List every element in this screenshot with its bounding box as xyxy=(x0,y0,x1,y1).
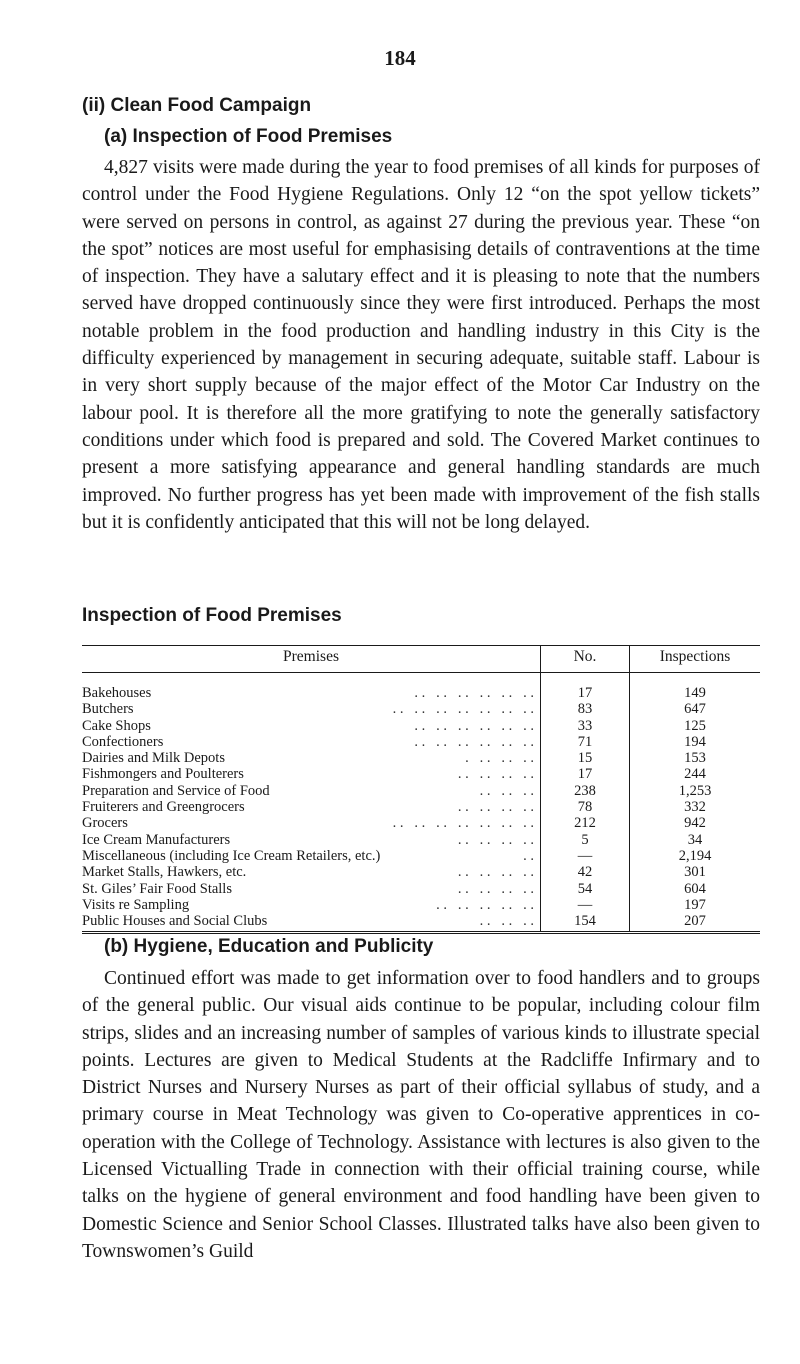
premises-cell xyxy=(82,673,541,702)
table-row xyxy=(82,783,760,799)
leader-dots: . . . . . . . xyxy=(465,750,534,767)
table-row xyxy=(82,718,760,734)
table-row xyxy=(82,913,760,933)
paragraph-inspection: 4,827 visits were made during the year to food premises of all kinds for purposes of control under the Food Hygiene Regulations. Only 12 “on the spot yellow tickets” were served on persons in control, as against 27 during the previous year. These “on the spot” notices are most useful for emphasising details of contraventions at the time of inspection. They have a salutary effect and it is pleasing to note that the numbers served have dropped continuously since they were first introduced. Perhaps the most notable problem in the food production and handling industry in this City is the difficulty experienced by management in securing adequate, suitable staff. Labour is in very short supply because of the major effect of the Motor Car Industry on the labour pool. It is therefore all the more gratifying to note the generally satisfactory conditions under which food is prepared and sold. The Covered Market continues to present a more satisfying appearance and general handling standards are much improved. No further progress has yet been made with improvement of the fish stalls but it is confidently anticipated that this will not be long delayed. xyxy=(82,157,760,533)
premises-label: Visits re Sampling xyxy=(82,896,190,913)
table-row xyxy=(82,897,760,913)
inspections-cell: 1,253 xyxy=(630,783,761,799)
number-cell: 83 xyxy=(541,701,630,717)
inspections-cell: 34 xyxy=(630,832,761,848)
number-cell: 212 xyxy=(541,815,630,831)
inspections-cell: 194 xyxy=(630,734,761,750)
inspections-cell: 244 xyxy=(630,766,761,782)
premises-cell xyxy=(82,881,541,897)
leader-dots: . . . . . . . . xyxy=(457,831,534,848)
leader-dots: . . . . . . . . . . . . xyxy=(414,685,534,701)
leader-dots: . . . . . . . . xyxy=(457,799,534,816)
table-row xyxy=(82,766,760,782)
premises-label: Grocers xyxy=(82,815,128,832)
number-cell: 54 xyxy=(541,881,630,897)
premises-cell xyxy=(82,766,541,782)
number-cell: 42 xyxy=(541,864,630,880)
premises-label: Butchers xyxy=(82,701,134,718)
number-cell: 5 xyxy=(541,832,630,848)
number-cell: 71 xyxy=(541,734,630,750)
page-number: 184 xyxy=(384,46,416,70)
premises-cell xyxy=(82,897,541,913)
header-premises: Premises xyxy=(82,646,541,673)
inspections-cell: 125 xyxy=(630,718,761,734)
table-row xyxy=(82,848,760,864)
inspections-cell: 647 xyxy=(630,701,761,717)
table-row xyxy=(82,881,760,897)
table-row xyxy=(82,750,760,766)
premises-label: Miscellaneous (including Ice Cream Retailers, etc.) xyxy=(82,847,381,864)
inspections-cell: 197 xyxy=(630,897,761,913)
leader-dots: . . . . . . . . . . . . . . xyxy=(392,815,534,832)
premises-cell xyxy=(82,864,541,880)
premises-label: Preparation and Service of Food xyxy=(82,782,270,799)
leader-dots: . . . . . . . . . . xyxy=(436,896,534,913)
premises-cell xyxy=(82,815,541,831)
table-row xyxy=(82,701,760,717)
table-row xyxy=(82,832,760,848)
header-number: No. xyxy=(541,646,630,673)
inspections-cell: 332 xyxy=(630,799,761,815)
number-cell: — xyxy=(541,848,630,864)
table-row xyxy=(82,799,760,815)
leader-dots: . . . . . . xyxy=(479,913,534,930)
leader-dots: . . xyxy=(523,847,534,864)
header-inspections: Inspections xyxy=(630,646,761,673)
number-cell: 154 xyxy=(541,913,630,933)
premises-cell xyxy=(82,848,541,864)
premises-cell xyxy=(82,701,541,717)
inspections-cell: 301 xyxy=(630,864,761,880)
inspections-cell: 942 xyxy=(630,815,761,831)
number-cell: 17 xyxy=(541,673,630,702)
premises-cell xyxy=(82,718,541,734)
premises-label: Dairies and Milk Depots xyxy=(82,750,225,767)
number-cell: 238 xyxy=(541,783,630,799)
premises-label: Confectioners xyxy=(82,733,164,750)
table-row xyxy=(82,864,760,880)
premises-cell xyxy=(82,783,541,799)
premises-cell xyxy=(82,913,541,933)
section-heading: (ii) Clean Food Campaign xyxy=(82,95,312,116)
table-row xyxy=(82,734,760,750)
number-cell: 15 xyxy=(541,750,630,766)
premises-label: Fruiterers and Greengrocers xyxy=(82,799,245,816)
table-row xyxy=(82,673,760,702)
inspection-table xyxy=(82,645,760,934)
table-header-row xyxy=(82,646,760,673)
premises-cell xyxy=(82,799,541,815)
leader-dots: . . . . . . . . xyxy=(457,880,534,897)
inspections-cell: 207 xyxy=(630,913,761,933)
number-cell: 78 xyxy=(541,799,630,815)
premises-label: Ice Cream Manufacturers xyxy=(82,831,231,848)
leader-dots: . . . . . . . . . . . . . . xyxy=(392,701,534,718)
number-cell: 17 xyxy=(541,766,630,782)
premises-cell xyxy=(82,750,541,766)
leader-dots: . . . . . . . . . . . . xyxy=(414,733,534,750)
premises-label: St. Giles’ Fair Food Stalls xyxy=(82,880,232,897)
premises-cell xyxy=(82,734,541,750)
number-cell: — xyxy=(541,897,630,913)
premises-label: Cake Shops xyxy=(82,717,151,734)
premises-cell xyxy=(82,832,541,848)
inspections-cell: 2,194 xyxy=(630,848,761,864)
premises-label: Bakehouses xyxy=(82,685,152,701)
leader-dots: . . . . . . . . . . . . xyxy=(414,717,534,734)
leader-dots: . . . . . . . . xyxy=(457,864,534,881)
table-row xyxy=(82,815,760,831)
premises-label: Market Stalls, Hawkers, etc. xyxy=(82,864,247,881)
table-title: Inspection of Food Premises xyxy=(82,605,342,626)
leader-dots: . . . . . . . . xyxy=(457,766,534,783)
paragraph-hygiene: Continued effort was made to get information over to food handlers and to groups of the general public. Our visual aids continue to be popular, including colour film strips, slides and an increasing number of samples of various kinds to illustrate special points. Lectures are given to Medical Students at the Radcliffe Infirmary and to District Nurses and Nursery Nurses as part of their official syllabus of study, and a primary course in Meat Technology was given to Co-operative apprentices in co-operation with the College of Technology. Assistance with lectures is also given to the Licensed Victualling Trade in connection with their official training course, while talks on the hygiene of general environment and food handling have been given to Domestic Science and Senior School Classes. Illustrated talks have also been given to Townswomen’s Guild xyxy=(82,968,760,1262)
inspections-cell: 149 xyxy=(630,673,761,702)
table-body xyxy=(82,673,760,933)
premises-label: Fishmongers and Poulterers xyxy=(82,766,244,783)
inspections-cell: 153 xyxy=(630,750,761,766)
number-cell: 33 xyxy=(541,718,630,734)
subsection-a-heading: (a) Inspection of Food Premises xyxy=(104,126,393,147)
inspections-cell: 604 xyxy=(630,881,761,897)
subsection-b-heading: (b) Hygiene, Education and Publicity xyxy=(104,936,434,957)
leader-dots: . . . . . . xyxy=(479,782,534,799)
premises-label: Public Houses and Social Clubs xyxy=(82,913,268,930)
